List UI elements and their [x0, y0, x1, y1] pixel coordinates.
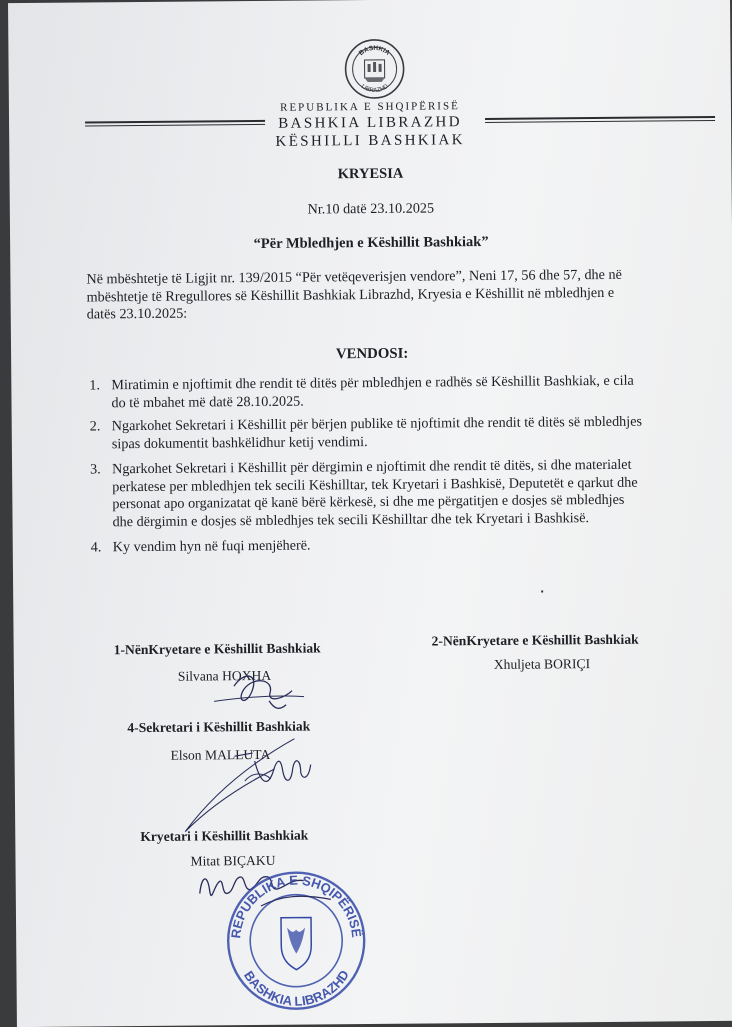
signatory-name-1: Silvana HOXHA	[177, 667, 272, 684]
svg-text:LIBRAZHD	[360, 83, 390, 94]
item-number: 4.	[90, 539, 102, 556]
emblem-text-top: BASHKIA	[357, 44, 392, 58]
emblem-text-bottom: LIBRAZHD	[359, 83, 390, 95]
decision-item-2	[112, 413, 682, 453]
signatory-role-3: 4-Sekretari i Këshillit Bashkiak	[127, 718, 311, 736]
item-line: Miratimin e njoftimit dhe rendit të ditës për mbledhjen e radhës së Këshillit Bashkiak, e cila	[111, 372, 634, 394]
preamble	[86, 266, 676, 324]
item-line: perkatese per mbledhjen tek secili Këshilltar, tek Kryetari i Bashkisë, Deputetët e qarkut dhe	[112, 474, 638, 495]
preamble-line: Në mbështetje të Ligjit nr. 139/2015 “Për vetëqeverisjen vendore”, Neni 17, 56 dhe 57, dhe në	[86, 266, 622, 288]
preamble-line: mbështetje të Rregullores së Këshillit Bashkiak Librazhd, Kryesia e Këshillit në mbledhjen e	[86, 284, 615, 305]
item-line: Ky vendim hyn në fuqi menjëherë.	[112, 537, 311, 556]
svg-text:BASHKIA	[358, 45, 391, 58]
signatory-role-2: 2-NënKryetare e Këshillit Bashkiak	[431, 631, 639, 649]
signatory-name-3: Elson MALLUTA	[170, 746, 271, 763]
republic-heading: REPUBLIKA E SHQIPËRISË	[280, 100, 460, 114]
svg-text:REPUBLIKA E SHQIPËRISË	[228, 872, 365, 940]
decision-item-3	[112, 456, 683, 531]
municipality-heading: BASHKIA LIBRAZHD	[278, 114, 463, 132]
decision-heading: VENDOSI:	[335, 345, 409, 363]
municipality-emblem	[343, 38, 406, 101]
item-line: do të mbahet më datë 28.10.2025.	[111, 393, 304, 411]
item-line: Ngarkohet Sekretari i Këshillit për dërgimin e njoftimit dhe rendit të ditës, si dhe materialet	[112, 456, 632, 478]
issuer-title: KRYESIA	[337, 165, 404, 183]
item-number: 2.	[89, 418, 101, 435]
decision-item-1	[111, 372, 681, 412]
signatory-name-4: Mitat BIÇAKU	[190, 852, 276, 869]
item-line: dhe dërgimin e dosjes së mbledhjes tek secili Këshilltar dhe tek Kryetari i Bashkisë.	[112, 509, 590, 530]
document-page	[8, 0, 732, 1027]
item-number: 1.	[89, 377, 101, 394]
handwritten-signatures	[174, 660, 376, 837]
item-line: Ngarkohet Sekretari i Këshillit për bërjen publike të njoftimit dhe rendit të ditës së mbledhjes	[111, 413, 643, 435]
paper-speck	[541, 591, 543, 593]
decision-number-date: Nr.10 datë 23.10.2025	[307, 200, 435, 218]
signatory-name-2: Xhuljeta BORIÇI	[493, 656, 591, 672]
signatory-role-1: 1-NënKryetare e Këshillit Bashkiak	[113, 640, 321, 658]
item-line: sipas dokumentit bashkëlidhur ketij vendimi.	[111, 433, 368, 452]
item-number: 3.	[90, 461, 101, 478]
signatory-role-4: Kryetari i Këshillit Bashkiak	[140, 827, 309, 845]
svg-text:BASHKIA LIBRAZHD	[241, 967, 352, 1009]
stamp-text-top: REPUBLIKA E SHQIPËRISË	[228, 872, 365, 940]
item-line: personat apo organizatat që kanë bërë kërkesë, si dhe me përgatitjen e dosjes së mbledhjes	[112, 491, 625, 513]
decision-item-4	[113, 534, 683, 556]
preamble-line: datës 23.10.2025:	[86, 305, 188, 323]
decision-subject: “Për Mbledhjen e Këshillit Bashkiak”	[253, 233, 489, 253]
official-stamp	[221, 865, 372, 1016]
stamp-text-bottom: BASHKIA LIBRAZHD	[241, 967, 352, 1009]
council-heading: KËSHILLI BASHKIAK	[275, 132, 466, 150]
